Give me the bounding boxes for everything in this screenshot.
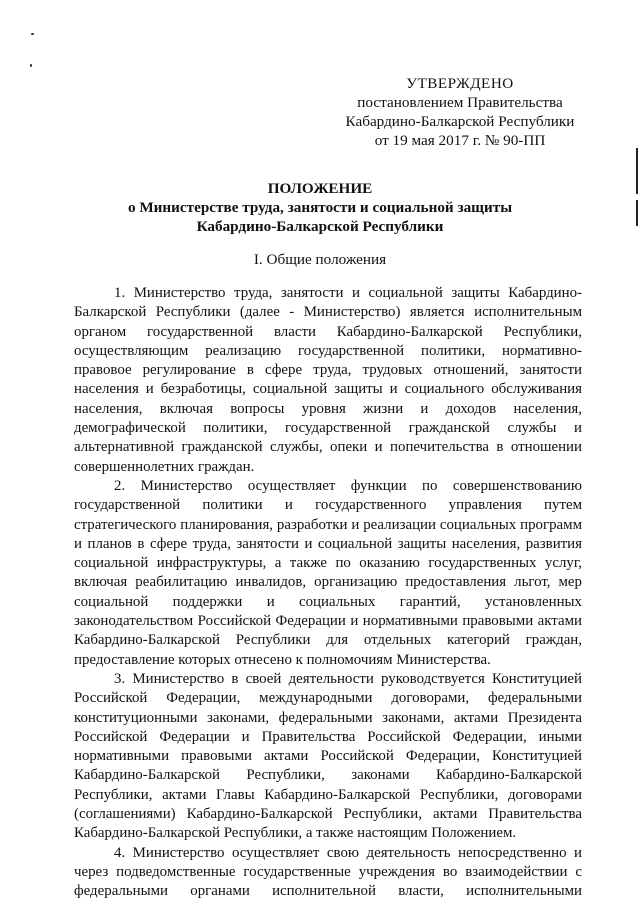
scan-speck xyxy=(31,33,34,35)
title-subtitle: Кабардино-Балкарской Республики xyxy=(196,218,444,235)
title-main: ПОЛОЖЕНИЕ xyxy=(267,180,373,197)
paragraph: 2. Министерство осуществляет функции по совершенствованию государственной политики и государственного управления путем стратегического планирования, разработки и реализации социальных программ и планов в сфере труда, занятости и социальной защиты населения, развития социальной инфраструктуры, а также по оказанию государственных услуг, включая реабилитацию инвалидов, организацию предоставления льгот, мер социальной поддержки и социальных гарантий, установленных законодательством Российской Федерации и нормативными правовыми актами Кабардино-Балкарской Республики для отдельных категорий граждан, предоставление которых отнесено к полномочиям Министерства. xyxy=(74,477,582,668)
paragraph: 1. Министерство труда, занятости и социальной защиты Кабардино-Балкарской Республики (далее - Министерство) является исполнительным органом государственной власти Кабардино-Балкарской Республики, осуществляющим реализацию государственной политики, нормативно-правовое регулирование в сфере труда, трудовых отношений, занятости населения и безработицы, социальной защиты и социального обслуживания населения, включая вопросы уровня жизни и доходов населения, демографической политики, государственной гражданской службы и альтернативной гражданской службы, опеки и попечительства в отношении совершеннолетних граждан. xyxy=(74,285,582,475)
section-heading: I. Общие положения xyxy=(253,251,387,268)
approval-line: Кабардино-Балкарской Республики xyxy=(345,113,575,130)
document-title xyxy=(60,179,580,236)
approval-stamp-block xyxy=(340,74,580,150)
paragraph: 3. Министерство в своей деятельности руководствуется Конституцией Российской Федерации, международными договорами, федеральными конституционными законами, федеральными законами, актами Президента Российской Федерации и Правительства Российской Федерации, иными нормативными правовыми актами Российской Федерации, Конституцией Кабардино-Балкарской Республики, законами Кабардино-Балкарской Республики, актами Главы Кабардино-Балкарской Республики, договорами (соглашениями) Кабардино-Балкарской Республики, актами Правительства Кабардино-Балкарской Республики, а также настоящим Положением. xyxy=(74,670,582,842)
scan-edge-mark xyxy=(636,148,638,194)
approval-heading: УТВЕРЖДЕНО xyxy=(406,75,514,92)
approval-line: от 19 мая 2017 г. № 90-ПП xyxy=(374,132,546,149)
approval-line: постановлением Правительства xyxy=(357,94,563,111)
scan-edge-mark xyxy=(636,200,638,226)
scan-speck xyxy=(30,64,32,67)
document-body xyxy=(74,284,582,902)
paragraph: 4. Министерство осуществляет свою деятельность непосредственно и через подведомственные государственные учреждения во взаимодействии с федеральными органами исполнительной власти, исполнительными xyxy=(74,844,582,900)
title-subtitle: о Министерстве труда, занятости и социальной защиты xyxy=(127,199,513,216)
